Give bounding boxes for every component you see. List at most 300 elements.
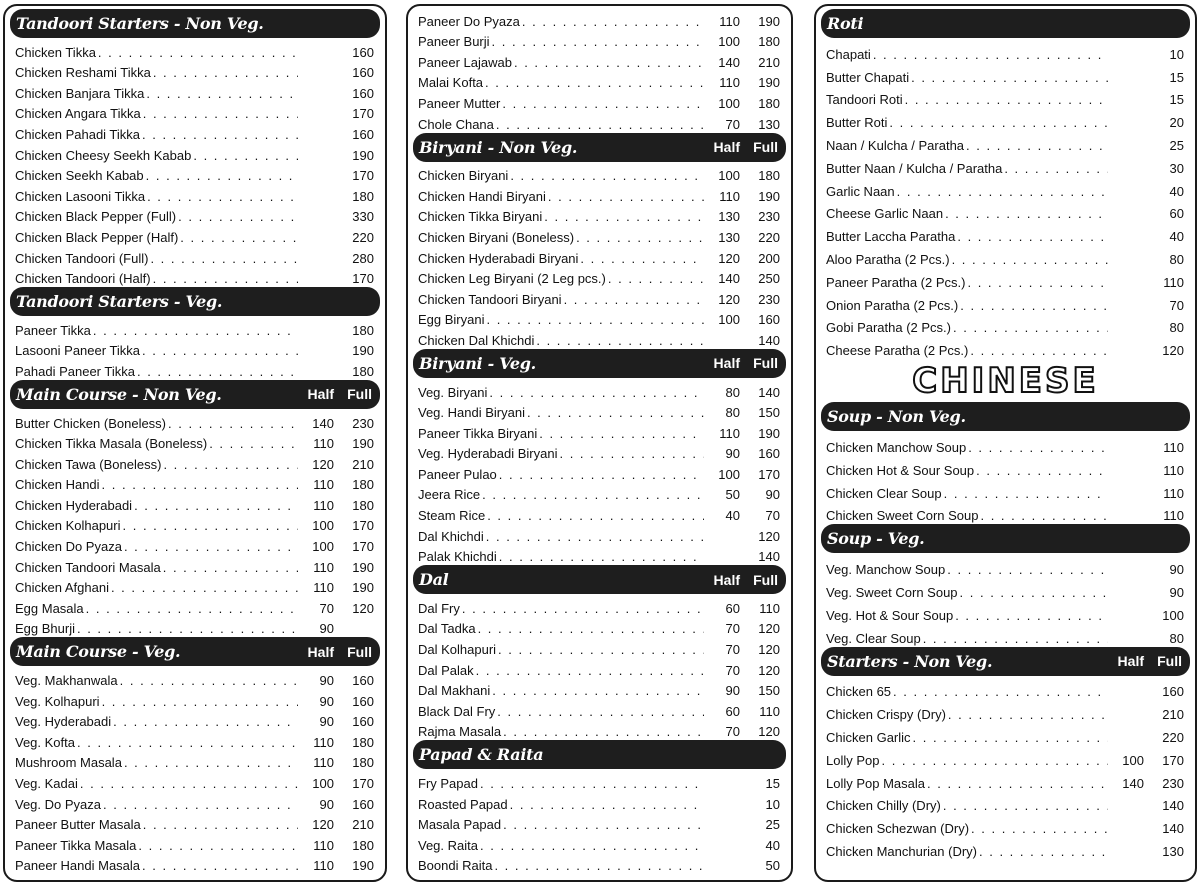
half-price: 110 xyxy=(313,477,334,493)
half-price: 110 xyxy=(313,436,334,452)
full-price: 210 xyxy=(352,456,374,472)
menu-item-name: Egg Masala xyxy=(15,600,84,616)
full-price: 90 xyxy=(765,487,780,503)
half-price: 70 xyxy=(725,642,740,658)
dot-leader xyxy=(957,229,1108,245)
menu-item xyxy=(821,555,1190,578)
menu-item-name: Paneer Tikka Masala xyxy=(15,837,137,853)
menu-item-name: Dal Kolhapuri xyxy=(418,642,497,658)
full-price: 230 xyxy=(352,415,374,431)
full-price: 190 xyxy=(758,425,780,441)
full-price: 180 xyxy=(352,734,374,750)
full-price: 80 xyxy=(1169,320,1184,336)
full-price: 110 xyxy=(1163,485,1184,501)
menu-item-name: Dal Khichdi xyxy=(418,528,484,544)
menu-item xyxy=(821,837,1190,860)
menu-item-name: Chicken Hyderabadi Biryani xyxy=(418,250,579,266)
full-price: 40 xyxy=(1169,229,1184,245)
menu-item-name: Dal Makhani xyxy=(418,683,491,699)
menu-item xyxy=(821,456,1190,479)
full-price: 170 xyxy=(352,271,374,287)
menu-item xyxy=(10,184,380,205)
full-price: 180 xyxy=(352,837,374,853)
full-price: 120 xyxy=(758,621,780,637)
full-price: 170 xyxy=(352,168,374,184)
full-price: 160 xyxy=(352,65,374,81)
half-price: 140 xyxy=(718,54,740,70)
half-column-header: Half xyxy=(1117,653,1144,670)
full-price: 30 xyxy=(1169,160,1184,176)
dot-leader xyxy=(559,446,704,462)
full-price: 180 xyxy=(758,95,780,111)
full-price: 160 xyxy=(352,673,374,689)
menu-item-name: Lolly Pop xyxy=(826,752,880,768)
menu-item xyxy=(413,617,786,638)
menu-item xyxy=(10,102,380,123)
section-title: Main Course - Non Veg. xyxy=(16,384,222,404)
menu-item xyxy=(10,61,380,82)
menu-item-name: Chicken Black Pepper (Full) xyxy=(15,209,177,225)
half-price: 90 xyxy=(319,714,334,730)
full-price: 110 xyxy=(1163,274,1184,290)
full-price: 190 xyxy=(352,559,374,575)
menu-item-name: Tandoori Roti xyxy=(826,92,903,108)
full-price: 160 xyxy=(758,446,780,462)
half-price: 100 xyxy=(718,312,740,328)
section-header-main-course-non-veg xyxy=(10,380,380,409)
menu-item xyxy=(413,854,786,875)
price-column-headers xyxy=(704,139,778,155)
full-price: 180 xyxy=(352,755,374,771)
half-column-header: Half xyxy=(713,139,740,156)
menu-item xyxy=(821,746,1190,769)
menu-item xyxy=(821,245,1190,268)
menu-item-name: Garlic Naan xyxy=(826,183,895,199)
dot-leader xyxy=(93,323,298,339)
menu-item-name: Paneer Butter Masala xyxy=(15,817,141,833)
menu-item xyxy=(10,596,380,617)
full-price: 140 xyxy=(758,384,780,400)
menu-item-name: Paneer Burji xyxy=(418,34,490,50)
section-header-papad-raita xyxy=(413,740,786,769)
dot-leader xyxy=(209,436,298,452)
full-price: 15 xyxy=(1169,92,1184,108)
full-price: 180 xyxy=(352,497,374,513)
menu-item-name: Chicken Afghani xyxy=(15,580,109,596)
half-price: 110 xyxy=(719,425,740,441)
dot-leader xyxy=(492,34,704,50)
menu-item-name: Paneer Handi Masala xyxy=(15,858,141,874)
full-price: 80 xyxy=(1169,630,1184,646)
half-price: 90 xyxy=(725,446,740,462)
dot-leader xyxy=(548,189,704,205)
half-price: 140 xyxy=(718,271,740,287)
half-price: 120 xyxy=(312,817,334,833)
menu-item xyxy=(10,122,380,143)
menu-item-name: Dal Tadka xyxy=(418,621,476,637)
menu-item xyxy=(413,813,786,834)
half-price: 80 xyxy=(725,384,740,400)
menu-item xyxy=(413,401,786,422)
menu-item-name: Black Dal Fry xyxy=(418,703,496,719)
menu-item-name: Chicken Hot & Sour Soup xyxy=(826,462,975,478)
full-price: 190 xyxy=(352,580,374,596)
full-price: 160 xyxy=(352,44,374,60)
dot-leader xyxy=(143,817,298,833)
half-price: 100 xyxy=(1122,752,1144,768)
full-price: 180 xyxy=(758,34,780,50)
menu-item xyxy=(821,479,1190,502)
half-price: 110 xyxy=(719,75,740,91)
menu-item-name: Naan / Kulcha / Paratha xyxy=(826,137,965,153)
menu-item xyxy=(10,555,380,576)
full-price: 190 xyxy=(758,188,780,204)
menu-item xyxy=(413,246,786,267)
half-column-header: Half xyxy=(307,643,334,660)
half-price: 70 xyxy=(725,724,740,740)
menu-item xyxy=(10,833,380,854)
full-price: 10 xyxy=(1169,46,1184,62)
full-price: 110 xyxy=(759,600,780,616)
full-price: 190 xyxy=(352,343,374,359)
half-price: 70 xyxy=(319,600,334,616)
half-price: 110 xyxy=(719,188,740,204)
menu-item xyxy=(10,534,380,555)
full-price: 20 xyxy=(1169,115,1184,131)
menu-item xyxy=(821,601,1190,624)
dot-leader xyxy=(955,608,1108,624)
section-header-starters-non-veg xyxy=(821,647,1190,676)
menu-item-name: Veg. Hyderabadi xyxy=(15,714,112,730)
full-price: 220 xyxy=(758,229,780,245)
menu-column-2 xyxy=(406,4,793,882)
menu-item xyxy=(413,637,786,658)
menu-item-name: Chicken Angara Tikka xyxy=(15,106,141,122)
menu-item xyxy=(10,493,380,514)
menu-item-name: Gobi Paratha (2 Pcs.) xyxy=(826,320,951,336)
half-price: 110 xyxy=(313,858,334,874)
dot-leader xyxy=(967,275,1108,291)
menu-item xyxy=(10,411,380,432)
half-price: 140 xyxy=(1122,775,1144,791)
menu-item-name: Lolly Pop Masala xyxy=(826,775,925,791)
dot-leader xyxy=(77,621,298,637)
section-title: Biryani - Veg. xyxy=(419,353,536,373)
menu-item-name: Butter Chicken (Boneless) xyxy=(15,415,167,431)
full-price: 220 xyxy=(352,229,374,245)
dot-leader xyxy=(976,463,1108,479)
menu-item-name: Veg. Makhanwala xyxy=(15,673,118,689)
menu-item xyxy=(10,668,380,689)
menu-item-name: Chicken Biryani xyxy=(418,168,509,184)
menu-item-name: Chicken Tandoori Biryani xyxy=(418,291,562,307)
full-price: 120 xyxy=(758,662,780,678)
dot-leader xyxy=(945,206,1108,222)
dot-leader xyxy=(142,127,298,143)
half-price: 100 xyxy=(312,539,334,555)
full-price: 120 xyxy=(758,528,780,544)
full-price: 90 xyxy=(1169,562,1184,578)
menu-item-name: Chicken Biryani (Boneless) xyxy=(418,229,575,245)
menu-item-name: Chicken Kolhapuri xyxy=(15,518,121,534)
menu-item-name: Veg. Sweet Corn Soup xyxy=(826,584,958,600)
full-price: 50 xyxy=(765,858,780,874)
section-header-roti xyxy=(821,9,1190,38)
menu-item xyxy=(10,514,380,535)
full-price: 170 xyxy=(352,518,374,534)
menu-item-name: Chapati xyxy=(826,46,871,62)
dot-leader xyxy=(482,487,704,503)
dot-leader xyxy=(536,333,704,349)
menu-item-name: Chicken Seekh Kabab xyxy=(15,168,144,184)
menu-item xyxy=(10,771,380,792)
dot-leader xyxy=(98,45,298,61)
menu-item xyxy=(10,359,380,380)
section-header-soup-non-veg xyxy=(821,402,1190,431)
dot-leader xyxy=(498,642,704,658)
dot-leader xyxy=(480,776,704,792)
menu-item xyxy=(413,205,786,226)
menu-item xyxy=(413,679,786,700)
menu-item xyxy=(821,154,1190,177)
menu-item xyxy=(821,200,1190,223)
menu-item-name: Egg Biryani xyxy=(418,312,485,328)
full-price: 120 xyxy=(1162,343,1184,359)
menu-item-name: Paneer Paratha (2 Pcs.) xyxy=(826,274,966,290)
dot-leader xyxy=(499,467,704,483)
menu-item xyxy=(413,421,786,442)
menu-item xyxy=(413,71,786,92)
section-header-tandoori-starters-veg xyxy=(10,287,380,316)
dot-leader xyxy=(485,75,704,91)
section-title: Papad & Raita xyxy=(419,745,544,765)
menu-item-name: Roasted Papad xyxy=(418,796,508,812)
half-column-header: Half xyxy=(713,571,740,588)
menu-item xyxy=(413,267,786,288)
menu-item xyxy=(413,308,786,329)
dot-leader xyxy=(970,343,1108,359)
half-price: 90 xyxy=(725,683,740,699)
menu-item-name: Chicken Tandoori (Full) xyxy=(15,250,149,266)
menu-item-name: Chicken Leg Biryani (2 Leg pcs.) xyxy=(418,271,606,287)
full-price: 170 xyxy=(352,106,374,122)
full-price: 80 xyxy=(1169,251,1184,267)
menu-item xyxy=(413,596,786,617)
menu-item-name: Jeera Rice xyxy=(418,487,481,503)
dot-leader xyxy=(966,138,1108,154)
menu-item xyxy=(413,164,786,185)
dot-leader xyxy=(947,562,1108,578)
full-price: 330 xyxy=(352,209,374,225)
dot-leader xyxy=(913,730,1108,746)
price-column-headers xyxy=(298,386,372,402)
menu-item-name: Chicken Tandoori (Half) xyxy=(15,271,151,287)
dot-leader xyxy=(494,858,704,874)
menu-item xyxy=(821,723,1190,746)
section-title: Biryani - Non Veg. xyxy=(419,137,578,157)
dot-leader xyxy=(897,184,1108,200)
dot-leader xyxy=(124,539,298,555)
menu-item-name: Butter Laccha Paratha xyxy=(826,229,956,245)
half-price: 50 xyxy=(725,487,740,503)
dot-leader xyxy=(576,230,704,246)
menu-item-name: Boondi Raita xyxy=(418,858,493,874)
dot-leader xyxy=(953,320,1108,336)
menu-item-name: Veg. Kolhapuri xyxy=(15,693,100,709)
menu-item-name: Veg. Hyderabadi Biryani xyxy=(418,446,558,462)
menu-item xyxy=(413,225,786,246)
menu-item xyxy=(413,91,786,112)
full-price: 10 xyxy=(765,796,780,812)
dot-leader xyxy=(168,416,298,432)
menu-item xyxy=(413,833,786,854)
full-price: 100 xyxy=(1162,607,1184,623)
menu-item-name: Paneer Tikka xyxy=(15,322,91,338)
half-price: 100 xyxy=(312,776,334,791)
dot-leader xyxy=(905,92,1108,108)
half-price: 100 xyxy=(718,168,740,184)
full-price: 110 xyxy=(1163,508,1184,524)
full-price: 170 xyxy=(1162,752,1184,768)
menu-item-name: Chicken Crispy (Dry) xyxy=(826,707,946,723)
menu-item-name: Dal Fry xyxy=(418,600,460,616)
section-header-biryani-veg xyxy=(413,349,786,378)
section-header-main-course-veg xyxy=(10,637,380,666)
section-title: Starters - Non Veg. xyxy=(827,651,993,671)
half-price: 70 xyxy=(725,662,740,678)
dot-leader xyxy=(142,858,298,874)
price-column-headers xyxy=(704,572,778,588)
menu-item xyxy=(821,578,1190,601)
half-price: 70 xyxy=(725,621,740,637)
chinese-heading: CHINESE xyxy=(912,361,1099,402)
full-price: 40 xyxy=(765,837,780,853)
menu-item-name: Chicken Tikka xyxy=(15,44,96,60)
menu-item xyxy=(821,624,1190,647)
menu-item xyxy=(821,336,1190,359)
full-price: 230 xyxy=(758,291,780,307)
dot-leader xyxy=(124,755,298,771)
full-column-header: Full xyxy=(347,643,372,660)
menu-item xyxy=(10,730,380,751)
full-price: 140 xyxy=(758,332,780,348)
menu-item-name: Egg Bhurji xyxy=(15,621,75,637)
full-price: 140 xyxy=(1162,821,1184,837)
full-price: 200 xyxy=(758,250,780,266)
menu-item-name: Chicken Black Pepper (Half) xyxy=(15,229,179,245)
menu-item xyxy=(10,164,380,185)
dot-leader xyxy=(138,838,298,854)
dot-leader xyxy=(1004,161,1108,177)
dot-leader xyxy=(180,230,298,246)
full-price: 180 xyxy=(758,168,780,184)
full-price: 160 xyxy=(1162,684,1184,700)
menu-item-name: Veg. Kofta xyxy=(15,734,75,750)
menu-item xyxy=(10,318,380,339)
dot-leader xyxy=(527,405,704,421)
dot-leader xyxy=(480,838,704,854)
menu-item xyxy=(10,689,380,710)
menu-item-name: Chicken Do Pyaza xyxy=(15,539,122,555)
section-title: Soup - Non Veg. xyxy=(827,407,966,427)
menu-item-name: Chicken Hyderabadi xyxy=(15,497,133,513)
dot-leader xyxy=(462,601,704,617)
menu-item xyxy=(413,380,786,401)
menu-item xyxy=(413,503,786,524)
menu-item-name: Onion Paratha (2 Pcs.) xyxy=(826,297,959,313)
menu-item xyxy=(10,432,380,453)
half-price: 40 xyxy=(725,508,740,524)
dot-leader xyxy=(927,776,1108,792)
menu-item xyxy=(413,483,786,504)
menu-item xyxy=(10,751,380,772)
dot-leader xyxy=(522,14,704,30)
menu-item xyxy=(10,40,380,61)
dot-leader xyxy=(77,735,298,751)
menu-item xyxy=(413,328,786,349)
menu-item-name: Chicken Manchow Soup xyxy=(826,439,967,455)
menu-item-name: Paneer Do Pyaza xyxy=(418,13,520,29)
full-column-header: Full xyxy=(347,386,372,403)
menu-column-1 xyxy=(3,4,387,882)
dot-leader xyxy=(503,817,704,833)
half-price: 120 xyxy=(312,456,334,472)
menu-item-name: Veg. Do Pyaza xyxy=(15,796,101,812)
menu-item xyxy=(413,9,786,30)
dot-leader xyxy=(146,86,298,102)
full-price: 130 xyxy=(758,116,780,132)
dot-leader xyxy=(893,684,1108,700)
dot-leader xyxy=(153,271,298,287)
dot-leader xyxy=(86,601,298,617)
menu-column-3 xyxy=(814,4,1197,882)
section-title: Tandoori Starters - Veg. xyxy=(16,292,223,312)
full-price: 230 xyxy=(1162,775,1184,791)
half-price: 60 xyxy=(725,703,740,719)
full-price: 210 xyxy=(352,817,374,833)
menu-item xyxy=(413,50,786,71)
dot-leader xyxy=(487,508,704,524)
menu-item xyxy=(413,545,786,566)
full-price: 180 xyxy=(352,322,374,338)
dot-leader xyxy=(163,457,298,473)
section-title: Tandoori Starters - Non Veg. xyxy=(16,14,264,33)
full-price: 160 xyxy=(758,312,780,328)
menu-item xyxy=(821,131,1190,154)
dot-leader xyxy=(873,47,1108,63)
menu-item xyxy=(10,854,380,875)
menu-item xyxy=(10,792,380,813)
dot-leader xyxy=(153,65,298,81)
menu-item xyxy=(10,452,380,473)
menu-item xyxy=(821,433,1190,456)
menu-item xyxy=(10,473,380,494)
menu-item xyxy=(413,524,786,545)
menu-item-name: Veg. Raita xyxy=(418,837,478,853)
menu-item-name: Palak Khichdi xyxy=(418,549,497,565)
menu-item xyxy=(821,502,1190,525)
half-price: 80 xyxy=(725,405,740,421)
dot-leader xyxy=(510,797,704,813)
half-price: 100 xyxy=(312,518,334,534)
section-header-tandoori-starters-non-veg xyxy=(10,9,380,38)
menu-item-name: Cheese Paratha (2 Pcs.) xyxy=(826,343,969,359)
dot-leader xyxy=(478,621,704,637)
menu-item xyxy=(821,268,1190,291)
dot-leader xyxy=(163,560,298,576)
half-column-header: Half xyxy=(307,386,334,403)
menu-item-name: Lasooni Paneer Tikka xyxy=(15,343,141,359)
